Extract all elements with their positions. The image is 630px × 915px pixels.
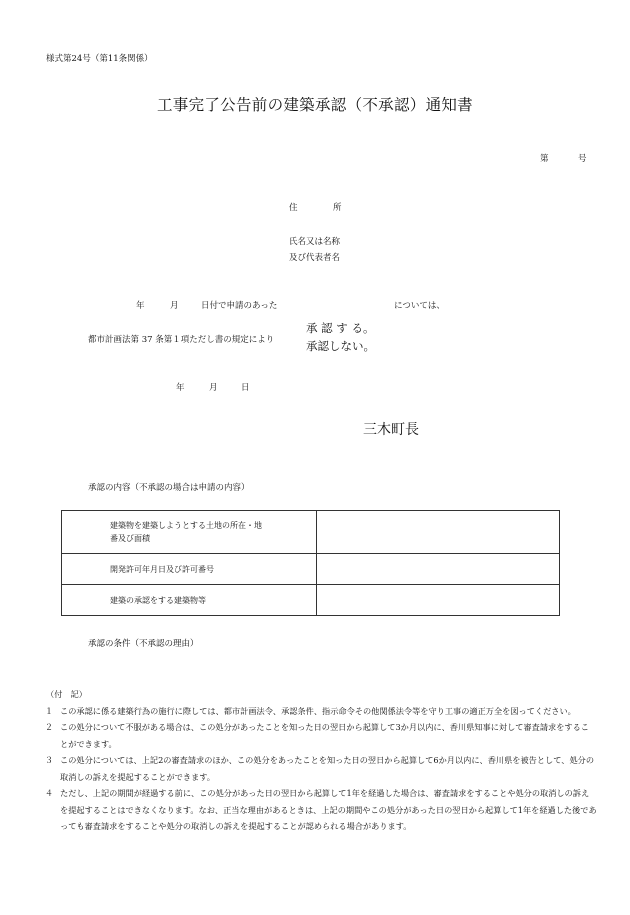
issue-month: 月: [209, 383, 218, 393]
form-number: 様式第24号（第11条関係）: [46, 54, 153, 64]
note-item: [38, 785, 598, 835]
table-row: [62, 511, 560, 554]
issuer-name: 三木町長: [363, 422, 419, 438]
name-label: 氏名又は名称: [289, 237, 341, 247]
content-heading: 承認の内容（不承認の場合は申請の内容）: [88, 483, 250, 493]
note-line: を提起することはできなくなります。なお、正当な理由があるときは、上記の期間やこの処分があった日の翌日から起算して1年を経過した後であ: [60, 804, 597, 815]
number-go: 号: [578, 154, 587, 164]
application-month: 月: [170, 301, 179, 311]
note-item: [38, 703, 598, 720]
note-line: この処分については、上記2の審査請求のほか、この処分をあったことを知った日の翌日から起算して6か月以内に、香川県を被告として、処分の: [60, 755, 595, 765]
number-dai: 第: [540, 154, 549, 164]
row-label-line: 建築物を建築しようとする土地の所在・地: [110, 521, 262, 530]
disapprove-option: 承認しない。: [306, 339, 375, 353]
note-number: ２: [44, 722, 54, 732]
notes-heading: （付 記）: [46, 689, 87, 699]
table-row: [62, 585, 560, 616]
address-label-2: 所: [333, 203, 342, 213]
note-number: １: [44, 705, 54, 716]
row-label-land: [62, 511, 317, 554]
application-year: 年: [136, 301, 145, 311]
document-title: 工事完了公告前の建築承認（不承認）通知書: [156, 96, 473, 114]
note-line: とができます。: [60, 738, 117, 749]
issue-year: 年: [176, 383, 185, 393]
note-item: [38, 719, 598, 752]
row-value-land[interactable]: [317, 511, 560, 554]
regarding-text: については、: [394, 301, 445, 311]
row-label-building: 建築の承認をする建築物等: [62, 585, 317, 616]
address-label-1: 住: [289, 203, 298, 213]
application-date-suffix: 日付で申請のあった: [201, 301, 278, 311]
approval-content-table: [61, 510, 560, 616]
table-row: [62, 554, 560, 585]
issue-day: 日: [241, 383, 250, 393]
note-number: ４: [44, 788, 54, 798]
note-item: [38, 752, 598, 785]
row-label-permit: 開発許可年月日及び許可番号: [62, 554, 317, 585]
note-line: この処分について不服がある場合は、この処分があったことを知った日の翌日から起算して3か月以内に、香川県知事に対して審査請求をするこ: [60, 722, 589, 732]
note-line: っても審査請求をすることや処分の取消しの訴えを提起することが認められる場合があります。: [60, 821, 412, 831]
row-label-line: 番及び面積: [110, 534, 150, 543]
note-line: ただし、上記の期間が経過する前に、この処分があった日の翌日から起算して1年を経過した場合は、審査請求をすることや処分の取消しの訴え: [60, 788, 590, 798]
note-line: 取消しの訴えを提起することができます。: [60, 771, 215, 782]
law-clause: 都市計画法第 37 条第１項ただし書の規定により: [88, 335, 275, 345]
representative-label: 及び代表者名: [289, 253, 341, 263]
row-value-permit[interactable]: [317, 554, 560, 585]
condition-heading: 承認の条件（不承認の理由）: [88, 639, 199, 649]
notes-section: [38, 686, 598, 835]
note-number: ３: [44, 755, 54, 765]
approve-option: 承 認 す る。: [306, 321, 375, 335]
row-value-building[interactable]: [317, 585, 560, 616]
note-line: この承認に係る建築行為の施行に際しては、都市計画法令、承認条件、指示命令その他関係法令等を守り工事の適正万全を図ってください。: [60, 705, 576, 716]
